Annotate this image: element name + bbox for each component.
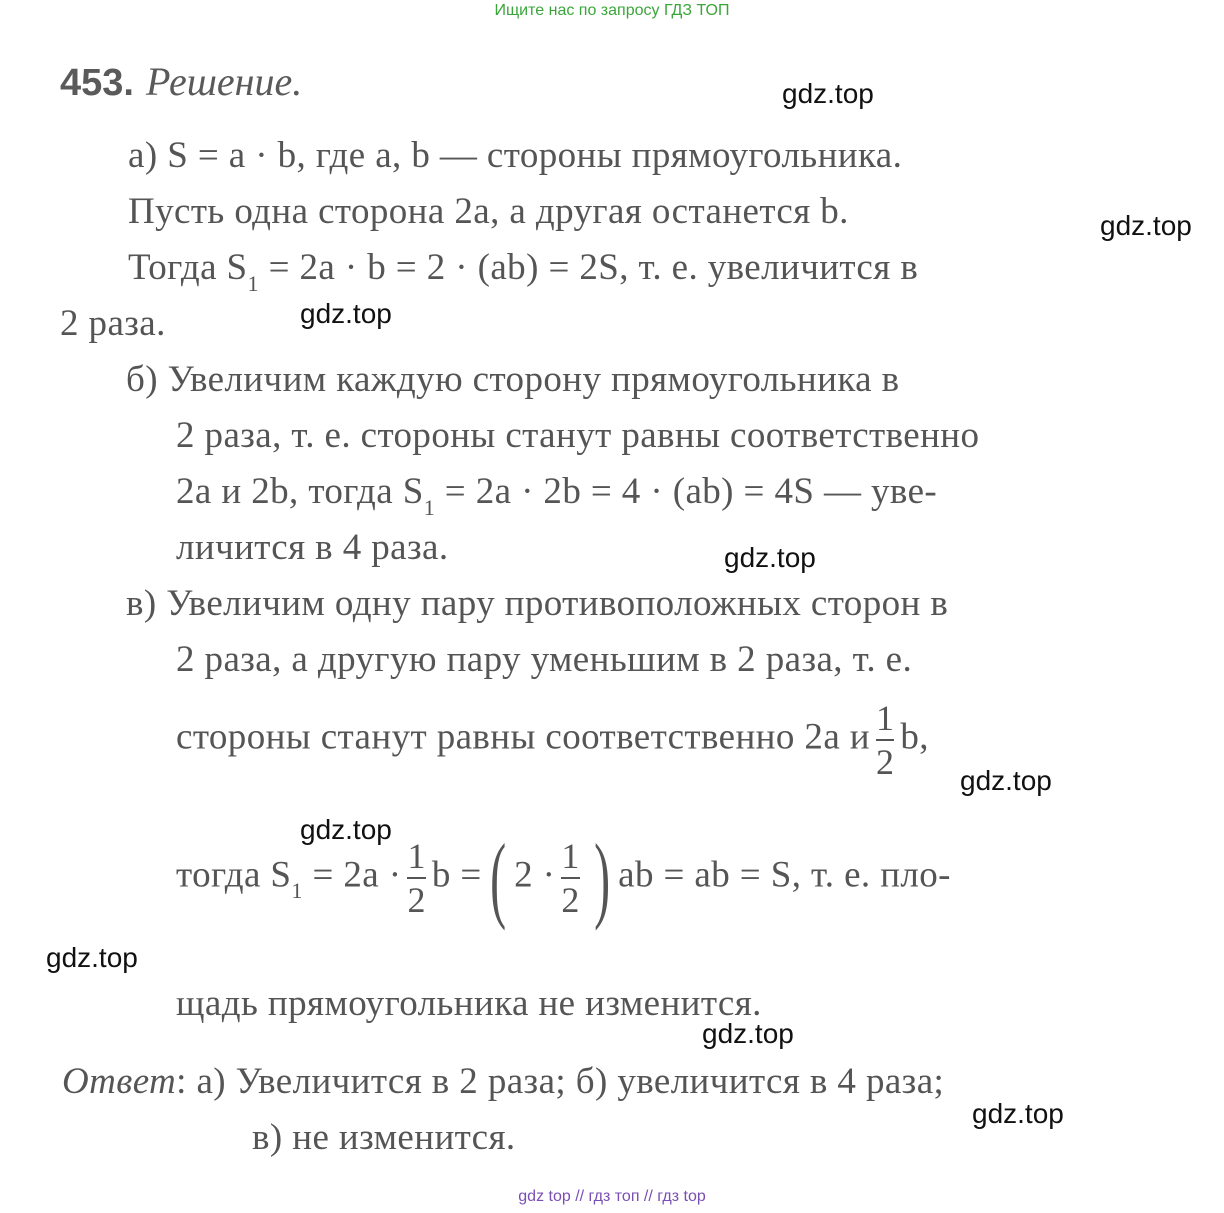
fraction-denominator-2: 2 (407, 880, 426, 920)
fraction-one-half (876, 700, 894, 780)
answer-label: Ответ (62, 1061, 177, 1102)
answer-line-2: в) не изменится. (252, 1117, 516, 1158)
fraction-denominator-3: 2 (561, 880, 580, 920)
fraction-numerator-3: 1 (561, 836, 580, 876)
right-paren: ) (593, 824, 611, 931)
fraction-numerator: 1 (876, 698, 895, 738)
bottom-banner[interactable]: gdz top // гдз топ // гдз top (518, 1188, 706, 1205)
watermark-2: gdz.top (1100, 210, 1192, 241)
part-v-subscript: 1 (291, 878, 303, 904)
part-v-line-4-pre: тогда S (176, 854, 292, 896)
part-b-subscript: 1 (423, 495, 436, 520)
part-a-line-3 (128, 246, 919, 296)
watermark-3: gdz.top (300, 298, 392, 329)
part-a-line-3-post: = 2a · b = 2 · (ab) = 2S, т. е. увеличится в (258, 247, 919, 288)
part-b-line-3 (176, 470, 938, 520)
watermark-5: gdz.top (960, 765, 1052, 796)
part-v-line-4-post: ab = ab = S, т. е. пло- (618, 854, 951, 896)
part-b-line-2: 2 раза, т. е. стороны станут равны соответственно (176, 415, 980, 456)
problem-number: 453. (60, 62, 134, 104)
fraction-one-half-3 (561, 838, 579, 918)
part-v-line-3-pre: стороны станут равны соответственно 2a и (176, 716, 870, 758)
fraction-numerator-2: 1 (407, 836, 426, 876)
part-v-line-4-eq1: = 2a · (302, 854, 402, 896)
problem-title: Решение. (145, 59, 303, 104)
part-v-line-2: 2 раза, а другую пару уменьшим в 2 раза, т. е. (176, 639, 913, 680)
top-banner[interactable]: Ищите нас по запросу ГДЗ ТОП (494, 2, 730, 19)
part-v-line-4-two: 2 · (514, 854, 556, 896)
watermark-9: gdz.top (972, 1098, 1064, 1129)
part-v-line-1: в) Увеличим одну пару противоположных сторон в (126, 583, 949, 624)
watermark-8: gdz.top (702, 1018, 794, 1049)
part-a-subscript: 1 (247, 271, 259, 296)
part-v-line-5: щадь прямоугольника не изменится. (176, 983, 762, 1024)
left-paren: ( (489, 824, 506, 931)
fraction-denominator: 2 (876, 742, 895, 782)
watermark-4: gdz.top (724, 542, 816, 573)
answer-text-1: : а) Увеличится в 2 раза; б) увеличится в 4 раза; (176, 1061, 945, 1102)
fraction-one-half-2 (407, 838, 425, 918)
part-v-line-3 (176, 700, 929, 780)
problem-heading (60, 58, 302, 105)
part-b-line-3-pre: 2a и 2b, тогда S (176, 471, 424, 512)
part-a-line-2: Пусть одна сторона 2a, а другая останется b. (128, 191, 849, 232)
answer-line-1 (62, 1060, 944, 1103)
part-v-line-3-post: b, (900, 716, 929, 758)
part-b-line-3-post: = 2a · 2b = 4 · (ab) = 4S — уве- (435, 471, 938, 512)
part-a-line-1: а) S = a · b, где a, b — стороны прямоугольника. (128, 135, 903, 176)
watermark-1: gdz.top (782, 78, 874, 109)
watermark-7: gdz.top (46, 942, 138, 973)
part-a-line-3-pre: Тогда S (128, 247, 248, 288)
part-b-line-1: б) Увеличим каждую сторону прямоугольника в (126, 359, 900, 400)
part-a-line-4: 2 раза. (60, 303, 166, 344)
watermark-6: gdz.top (300, 814, 392, 845)
part-v-line-4-b: b = (431, 854, 482, 896)
part-b-line-4: личится в 4 раза. (176, 527, 449, 568)
